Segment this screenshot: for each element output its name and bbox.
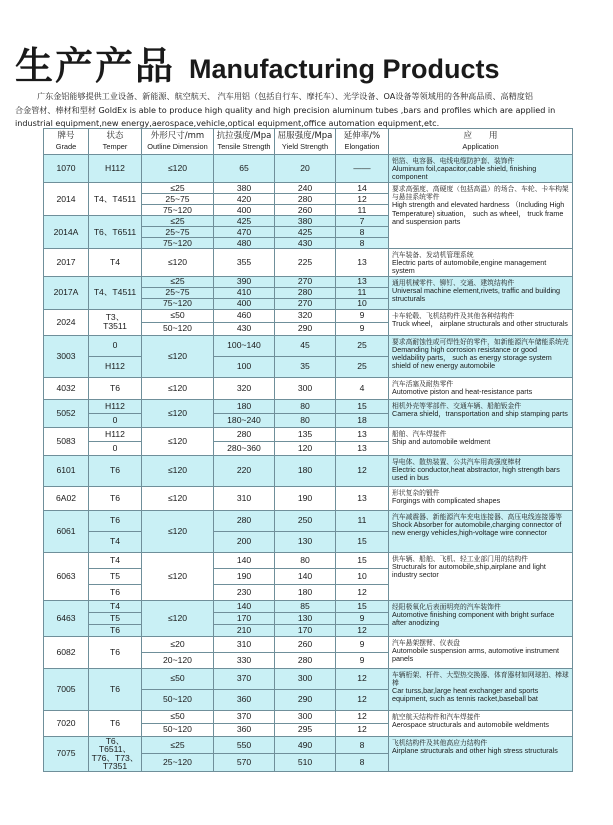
- application-cell: 汽车减震器、新能源汽车充电连接器、高压电线连接器等 Shock Absorber for automobile,charging connector of new energy vehicles,high-voltage wire connector: [389, 510, 573, 552]
- application-cell: 船舶、汽车焊接件 Ship and automobile weldment: [389, 427, 573, 455]
- yield-cell: 250: [275, 510, 336, 531]
- tensile-cell: 140: [214, 552, 275, 568]
- elongation-cell: 9: [336, 612, 389, 624]
- temper-cell: T6: [89, 668, 142, 710]
- elongation-cell: 12: [336, 455, 389, 486]
- application-cell: 供车辆、船舶、飞机、轻工业部门用的结构件 Structurals for automobile,ship,airplane and light industry sector: [389, 552, 573, 600]
- elongation-cell: 25: [336, 335, 389, 356]
- application-cell: 铝箔、电容器、电线电缆防护套、装饰件 Aluminum foil,capacitor,cable shield, finishing component: [389, 155, 573, 183]
- title-english: Manufacturing Products: [189, 54, 500, 84]
- yield-cell: 300: [275, 710, 336, 723]
- elongation-cell: 15: [336, 531, 389, 552]
- dimension-cell: ≤120: [142, 399, 214, 427]
- elongation-cell: 9: [336, 636, 389, 652]
- elongation-cell: 11: [336, 510, 389, 531]
- temper-cell: T5: [89, 568, 142, 584]
- tensile-cell: 100~140: [214, 335, 275, 356]
- temper-cell: T6: [89, 377, 142, 399]
- tensile-cell: 210: [214, 624, 275, 636]
- dimension-cell: ≤120: [142, 455, 214, 486]
- grade-cell: 2024: [44, 309, 89, 335]
- elongation-cell: 15: [336, 399, 389, 413]
- tensile-cell: 200: [214, 531, 275, 552]
- yield-cell: 225: [275, 249, 336, 277]
- yield-cell: 320: [275, 309, 336, 322]
- temper-cell: T3、 T3511: [89, 309, 142, 335]
- table-row: [44, 309, 573, 322]
- table-row: [44, 399, 573, 413]
- col-header-elongation: 延伸率/% Elongation: [336, 129, 389, 155]
- yield-cell: 490: [275, 736, 336, 754]
- elongation-cell: 7: [336, 216, 389, 227]
- grade-cell: 6082: [44, 636, 89, 668]
- dimension-cell: 25~75: [142, 287, 214, 298]
- table-header-row: [44, 129, 573, 155]
- table-row: [44, 486, 573, 510]
- application-cell: 航空航天结构件和汽车焊接件 Aerospace structurals and automobile weldments: [389, 710, 573, 736]
- elongation-cell: 25: [336, 356, 389, 377]
- application-cell: 相机外壳等零部件、交通车辆、船舶钣金件 Camera shield，transportation and ship stamping parts: [389, 399, 573, 427]
- temper-cell: T6: [89, 710, 142, 736]
- dimension-cell: 25~75: [142, 227, 214, 238]
- tensile-cell: 570: [214, 754, 275, 772]
- elongation-cell: 15: [336, 552, 389, 568]
- dimension-cell: ≤25: [142, 736, 214, 754]
- yield-cell: 380: [275, 216, 336, 227]
- application-cell: 导电体、散热装置、公共汽车用高强度棒材 Electric conductor,heat abstractor, high strength bars used in bus: [389, 455, 573, 486]
- tensile-cell: 420: [214, 194, 275, 205]
- grade-cell: 7005: [44, 668, 89, 710]
- temper-cell: T4: [89, 600, 142, 612]
- yield-cell: 140: [275, 568, 336, 584]
- yield-cell: 130: [275, 531, 336, 552]
- elongation-cell: 12: [336, 624, 389, 636]
- product-spec-table: [43, 128, 573, 772]
- tensile-cell: 330: [214, 652, 275, 668]
- temper-cell: H112: [89, 356, 142, 377]
- dimension-cell: 25~120: [142, 754, 214, 772]
- temper-cell: T6、T6511: [89, 216, 142, 249]
- yield-cell: 290: [275, 689, 336, 710]
- elongation-cell: 11: [336, 287, 389, 298]
- yield-cell: 240: [275, 183, 336, 194]
- table-row: [44, 335, 573, 356]
- application-cell: 通用机械零件、铆钉、交通、建筑结构件 Universal machine element,rivets, traffic and building structurals: [389, 276, 573, 309]
- table-row: [44, 377, 573, 399]
- tensile-cell: 220: [214, 455, 275, 486]
- elongation-cell: 9: [336, 309, 389, 322]
- tensile-cell: 360: [214, 723, 275, 736]
- yield-cell: 180: [275, 455, 336, 486]
- dimension-cell: ≤120: [142, 249, 214, 277]
- tensile-cell: 470: [214, 227, 275, 238]
- tensile-cell: 170: [214, 612, 275, 624]
- tensile-cell: 320: [214, 377, 275, 399]
- yield-cell: 180: [275, 584, 336, 600]
- col-header-yield: 屈服强度/Mpa Yield Strength: [275, 129, 336, 155]
- yield-cell: 45: [275, 335, 336, 356]
- elongation-cell: 14: [336, 183, 389, 194]
- tensile-cell: 280: [214, 427, 275, 441]
- elongation-cell: 12: [336, 723, 389, 736]
- grade-cell: 6463: [44, 600, 89, 636]
- temper-cell: T4、T4511: [89, 276, 142, 309]
- yield-cell: 20: [275, 155, 336, 183]
- temper-cell: T6: [89, 510, 142, 531]
- elongation-cell: 11: [336, 205, 389, 216]
- application-cell: 飞机结构件及其他高应力结构件 Airplane structurals and other high stress structurals: [389, 736, 573, 771]
- dimension-cell: 50~120: [142, 723, 214, 736]
- dimension-cell: ≤120: [142, 510, 214, 552]
- temper-cell: T6: [89, 636, 142, 668]
- yield-cell: 280: [275, 287, 336, 298]
- yield-cell: 260: [275, 205, 336, 216]
- tensile-cell: 410: [214, 287, 275, 298]
- application-cell: 要求高强度、高硬度（包括高温）的场合、车轮、卡车构架与悬挂系统零件 High strength and elevated hardness （Including High Temperature) situation， such as wheel， truck frame and suspension parts: [389, 183, 573, 249]
- table-row: [44, 600, 573, 612]
- application-cell: 汽车活塞及耐热零件 Automotive piston and heat-resistance parts: [389, 377, 573, 399]
- elongation-cell: 8: [336, 736, 389, 754]
- tensile-cell: 280: [214, 510, 275, 531]
- elongation-cell: 12: [336, 194, 389, 205]
- elongation-cell: 4: [336, 377, 389, 399]
- tensile-cell: 370: [214, 668, 275, 689]
- dimension-cell: 25~75: [142, 194, 214, 205]
- col-header-temper: 状态 Temper: [89, 129, 142, 155]
- elongation-cell: 15: [336, 600, 389, 612]
- col-header-tensile: 抗拉强度/Mpa Tensile Strength: [214, 129, 275, 155]
- grade-cell: 6A02: [44, 486, 89, 510]
- dimension-cell: 20~120: [142, 652, 214, 668]
- intro-line-1: 广东金铝能够提供工业设备、新能源、航空航天、 汽车用铝（包括自行车、摩托车）、光学设备、OA设备等领域用的各种高品质、高精度铝: [37, 91, 533, 101]
- dimension-cell: 50~120: [142, 689, 214, 710]
- title-chinese: 生产产品: [15, 44, 176, 88]
- tensile-cell: 180: [214, 399, 275, 413]
- col-header-application: 应 用 Application: [389, 129, 573, 155]
- dimension-cell: ≤120: [142, 600, 214, 636]
- grade-cell: 7075: [44, 736, 89, 771]
- application-cell: 汽车悬架摆臂、仪表盘 Automobile suspension arms, automotive instrument panels: [389, 636, 573, 668]
- temper-cell: H112: [89, 427, 142, 441]
- dimension-cell: 75~120: [142, 298, 214, 309]
- elongation-cell: 13: [336, 441, 389, 455]
- elongation-cell: 12: [336, 689, 389, 710]
- dimension-cell: ≤120: [142, 427, 214, 455]
- yield-cell: 270: [275, 276, 336, 287]
- grade-cell: 3003: [44, 335, 89, 377]
- intro-line-2: 合金管材、棒材和型材 GoldEx is able to produce high quality and high precision aluminum tubes ,bars and profiles which are applied in: [15, 104, 556, 115]
- tensile-cell: 310: [214, 486, 275, 510]
- intro-line-3: industrial equipment,new energy,aerospace,vehicle,optical equipment,office automation equipment,etc.: [15, 118, 440, 128]
- application-cell: 经阳极氧化后表面明亮的汽车装饰件 Automotive finishing component with bright surface after anodizing: [389, 600, 573, 636]
- elongation-cell: 12: [336, 668, 389, 689]
- dimension-cell: ≤120: [142, 377, 214, 399]
- yield-cell: 80: [275, 552, 336, 568]
- grade-cell: 2014: [44, 183, 89, 216]
- dimension-cell: ≤120: [142, 335, 214, 377]
- elongation-cell: 13: [336, 276, 389, 287]
- tensile-cell: 425: [214, 216, 275, 227]
- table-row: [44, 276, 573, 287]
- grade-cell: 6061: [44, 510, 89, 552]
- tensile-cell: 280~360: [214, 441, 275, 455]
- grade-cell: 1070: [44, 155, 89, 183]
- dimension-cell: ≤120: [142, 486, 214, 510]
- tensile-cell: 460: [214, 309, 275, 322]
- grade-cell: 5083: [44, 427, 89, 455]
- temper-cell: T4: [89, 249, 142, 277]
- temper-cell: T6、T6511、 T76、T73、 T7351: [89, 736, 142, 771]
- temper-cell: T6: [89, 455, 142, 486]
- table-row: [44, 636, 573, 652]
- tensile-cell: 180~240: [214, 413, 275, 427]
- elongation-cell: 10: [336, 298, 389, 309]
- yield-cell: 120: [275, 441, 336, 455]
- tensile-cell: 480: [214, 238, 275, 249]
- application-cell: 要求高耐蚀性或可焊性好的零件，如新能源汽车储能系统壳 Demanding high corrosion resistance or good weldability parts， such as energy storage system shield of new energy automobile: [389, 335, 573, 377]
- grade-cell: 4032: [44, 377, 89, 399]
- dimension-cell: ≤50: [142, 309, 214, 322]
- table-row: [44, 249, 573, 277]
- dimension-cell: ≤120: [142, 155, 214, 183]
- yield-cell: 170: [275, 624, 336, 636]
- elongation-cell: 10: [336, 568, 389, 584]
- tensile-cell: 400: [214, 205, 275, 216]
- dimension-cell: 75~120: [142, 205, 214, 216]
- yield-cell: 135: [275, 427, 336, 441]
- title-row: [15, 40, 600, 88]
- tensile-cell: 65: [214, 155, 275, 183]
- elongation-cell: 12: [336, 710, 389, 723]
- elongation-cell: 8: [336, 227, 389, 238]
- grade-cell: 2014A: [44, 216, 89, 249]
- table-row: [44, 427, 573, 441]
- dimension-cell: 50~120: [142, 322, 214, 335]
- temper-cell: H112: [89, 399, 142, 413]
- temper-cell: T6: [89, 624, 142, 636]
- yield-cell: 35: [275, 356, 336, 377]
- yield-cell: 510: [275, 754, 336, 772]
- dimension-cell: ≤50: [142, 668, 214, 689]
- yield-cell: 260: [275, 636, 336, 652]
- dimension-cell: ≤25: [142, 276, 214, 287]
- temper-cell: 0: [89, 441, 142, 455]
- page-header: [15, 40, 600, 129]
- yield-cell: 130: [275, 612, 336, 624]
- elongation-cell: 8: [336, 238, 389, 249]
- elongation-cell: 18: [336, 413, 389, 427]
- grade-cell: 5052: [44, 399, 89, 427]
- yield-cell: 290: [275, 322, 336, 335]
- elongation-cell: 13: [336, 249, 389, 277]
- dimension-cell: 75~120: [142, 238, 214, 249]
- application-cell: 车辆桁架、杆件、大型热交换器、体育器材如网球拍、棒球棒 Car turss,bar,large heat exchanger and sports equipment, such as tennis racket,baseball bat: [389, 668, 573, 710]
- tensile-cell: 190: [214, 568, 275, 584]
- tensile-cell: 310: [214, 636, 275, 652]
- table-row: [44, 455, 573, 486]
- application-cell: 汽车装备、发动机管理系统 Electric parts of automobile,engine management system: [389, 249, 573, 277]
- table-row: [44, 552, 573, 568]
- yield-cell: 430: [275, 238, 336, 249]
- yield-cell: 295: [275, 723, 336, 736]
- tensile-cell: 100: [214, 356, 275, 377]
- dimension-cell: ≤120: [142, 552, 214, 600]
- grade-cell: 7020: [44, 710, 89, 736]
- col-header-grade: 牌号 Grade: [44, 129, 89, 155]
- elongation-cell: 8: [336, 754, 389, 772]
- elongation-cell: 9: [336, 652, 389, 668]
- temper-cell: T4: [89, 531, 142, 552]
- table-row: [44, 510, 573, 531]
- grade-cell: 6063: [44, 552, 89, 600]
- elongation-cell: ——: [336, 155, 389, 183]
- yield-cell: 300: [275, 668, 336, 689]
- yield-cell: 425: [275, 227, 336, 238]
- table-row: [44, 668, 573, 689]
- application-cell: 形状复杂的锻件 Forgings with complicated shapes: [389, 486, 573, 510]
- elongation-cell: 9: [336, 322, 389, 335]
- dimension-cell: ≤25: [142, 216, 214, 227]
- table-row: [44, 736, 573, 754]
- yield-cell: 280: [275, 194, 336, 205]
- yield-cell: 190: [275, 486, 336, 510]
- tensile-cell: 400: [214, 298, 275, 309]
- tensile-cell: 360: [214, 689, 275, 710]
- temper-cell: T6: [89, 486, 142, 510]
- grade-cell: 2017: [44, 249, 89, 277]
- elongation-cell: 13: [336, 486, 389, 510]
- yield-cell: 80: [275, 413, 336, 427]
- col-header-dimension: 外形尺寸/mm Outline Dimension: [142, 129, 214, 155]
- temper-cell: H112: [89, 155, 142, 183]
- yield-cell: 80: [275, 399, 336, 413]
- tensile-cell: 390: [214, 276, 275, 287]
- table-row: [44, 155, 573, 183]
- grade-cell: 2017A: [44, 276, 89, 309]
- temper-cell: 0: [89, 413, 142, 427]
- temper-cell: 0: [89, 335, 142, 356]
- temper-cell: T4: [89, 552, 142, 568]
- grade-cell: 6101: [44, 455, 89, 486]
- tensile-cell: 430: [214, 322, 275, 335]
- tensile-cell: 370: [214, 710, 275, 723]
- temper-cell: T6: [89, 584, 142, 600]
- dimension-cell: ≤50: [142, 710, 214, 723]
- elongation-cell: 13: [336, 427, 389, 441]
- tensile-cell: 550: [214, 736, 275, 754]
- dimension-cell: ≤20: [142, 636, 214, 652]
- tensile-cell: 140: [214, 600, 275, 612]
- application-cell: 卡车轮毂、飞机结构件及其他各种结构件 Truck wheel， airplane structurals and other structurals: [389, 309, 573, 335]
- table-row: [44, 183, 573, 194]
- dimension-cell: ≤25: [142, 183, 214, 194]
- tensile-cell: 380: [214, 183, 275, 194]
- temper-cell: T5: [89, 612, 142, 624]
- tensile-cell: 230: [214, 584, 275, 600]
- temper-cell: T4、T4511: [89, 183, 142, 216]
- table-row: [44, 710, 573, 723]
- tensile-cell: 355: [214, 249, 275, 277]
- yield-cell: 85: [275, 600, 336, 612]
- elongation-cell: 12: [336, 584, 389, 600]
- yield-cell: 270: [275, 298, 336, 309]
- yield-cell: 300: [275, 377, 336, 399]
- yield-cell: 280: [275, 652, 336, 668]
